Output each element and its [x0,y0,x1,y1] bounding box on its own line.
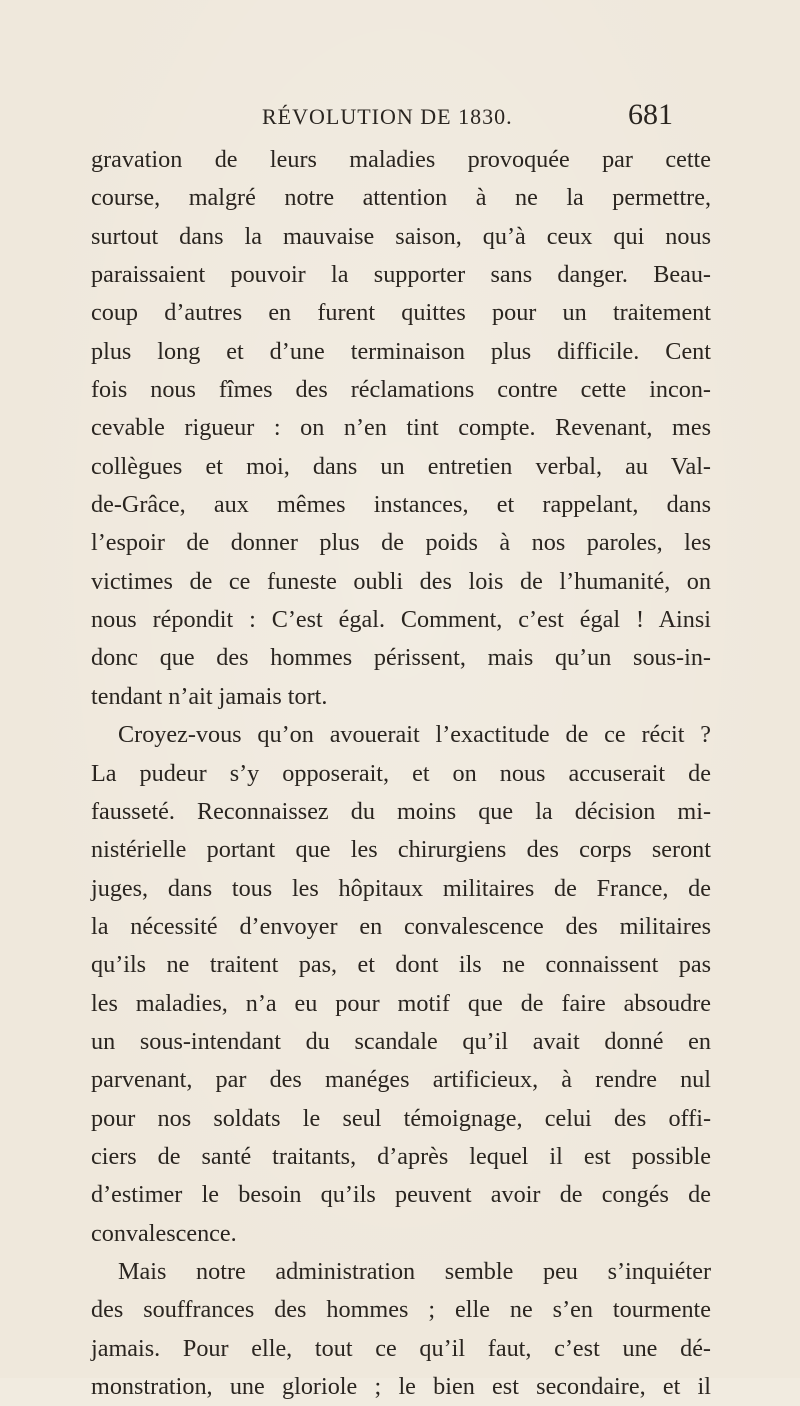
text-line: monstration, une gloriole ; le bien est secondaire, et il [91,1373,711,1400]
running-head [0,96,800,136]
page-number: 681 [628,98,673,131]
text-line: Mais notre administration semble peu s’inquiéter [118,1257,711,1285]
running-title: RÉVOLUTION DE 1830. [262,104,513,129]
text-line: cevable rigueur : on n’en tint compte. Revenant, mes [91,414,711,442]
body-text [91,141,711,1406]
text-line: convalescence. [91,1219,237,1247]
text-line: l’espoir de donner plus de poids à nos paroles, les [91,529,711,557]
text-line: d’estimer le besoin qu’ils peuvent avoir de congés de [91,1181,711,1209]
text-line: fois nous fîmes des réclamations contre cette incon- [91,376,711,404]
text-line: de-Grâce, aux mêmes instances, et rappelant, dans [91,491,711,519]
text-line: coup d’autres en furent quittes pour un traitement [91,299,711,327]
text-line: jamais. Pour elle, tout ce qu’il faut, c’est une dé- [91,1334,711,1362]
text-line: juges, dans tous les hôpitaux militaires de France, de [91,874,711,902]
text-line: donc que des hommes périssent, mais qu’un sous-in- [91,644,711,672]
text-line: collègues et moi, dans un entretien verbal, au Val- [91,452,711,480]
text-line: parvenant, par des manéges artificieux, à rendre nul [91,1066,711,1094]
text-line: La pudeur s’y opposerait, et on nous accuserait de [91,759,711,787]
text-line: paraissaient pouvoir la supporter sans danger. Beau- [91,261,711,289]
text-line: ciers de santé traitants, d’après lequel il est possible [91,1142,711,1170]
text-line: Croyez-vous qu’on avouerait l’exactitude de ce récit ? [118,721,711,749]
text-line: course, malgré notre attention à ne la permettre, [91,184,711,212]
text-line: pour nos soldats le seul témoignage, celui des offi- [91,1104,711,1132]
text-line: la nécessité d’envoyer en convalescence des militaires [91,912,711,940]
text-line: les maladies, n’a eu pour motif que de faire absoudre [91,989,711,1017]
text-line: fausseté. Reconnaissez du moins que la décision mi- [91,797,711,825]
text-line: nistérielle portant que les chirurgiens des corps seront [91,836,711,864]
text-line: qu’ils ne traitent pas, et dont ils ne connaissent pas [91,951,711,979]
text-line: victimes de ce funeste oubli des lois de l’humanité, on [91,567,711,595]
text-line: gravation de leurs maladies provoquée par cette [91,146,711,173]
text-line: surtout dans la mauvaise saison, qu’à ceux qui nous [91,222,711,250]
text-line: tendant n’ait jamais tort. [91,682,328,710]
text-line: des souffrances des hommes ; elle ne s’en tourmente [91,1296,711,1324]
text-line: plus long et d’une terminaison plus difficile. Cent [91,337,711,365]
text-line: un sous-intendant du scandale qu’il avait donné en [91,1027,711,1055]
text-line: nous répondit : C’est égal. Comment, c’est égal ! Ainsi [91,606,711,634]
